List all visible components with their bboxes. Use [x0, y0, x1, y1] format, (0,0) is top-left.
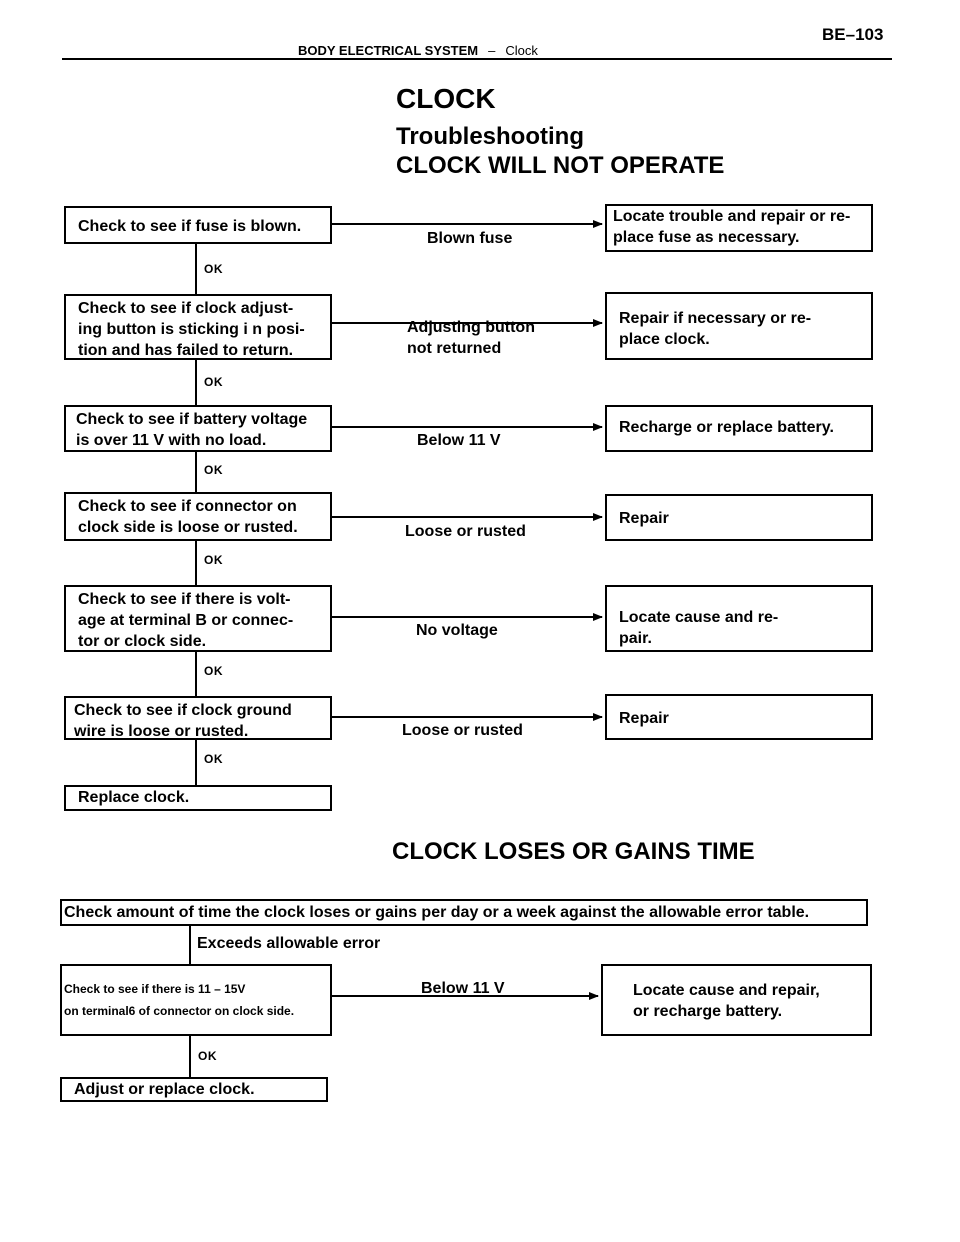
- condition-label-adjusting-button: Adjusting button not returned: [407, 319, 535, 357]
- ok-label: OK: [204, 463, 223, 477]
- check-box-ground-wire: Check to see if clock ground wire is loose or rusted.: [64, 696, 332, 740]
- condition-label-loose-rusted: Loose or rusted: [405, 523, 526, 540]
- action-box-recharge-battery: Recharge or replace battery.: [605, 405, 873, 452]
- condition-label-loose-rusted: Loose or rusted: [402, 722, 523, 739]
- page-title: CLOCK: [396, 83, 496, 114]
- action-box-locate-cause: Locate cause and re- pair.: [605, 585, 873, 652]
- check-box-battery-voltage: Check to see if battery voltage is over 11 V with no load.: [64, 405, 332, 452]
- condition-label-exceeds-error: Exceeds allowable error: [197, 935, 381, 952]
- action-box-replace-fuse: Locate trouble and repair or re- place fuse as necessary.: [605, 204, 873, 252]
- check-box-terminal-voltage: Check to see if there is volt- age at terminal B or connec- tor or clock side.: [64, 585, 332, 652]
- check-box-terminal6-voltage: Check to see if there is 11 – 15V on terminal6 of connector on clock side.: [60, 964, 332, 1036]
- condition-label-blown-fuse: Blown fuse: [427, 230, 513, 247]
- check-box-fuse: Check to see if fuse is blown.: [64, 206, 332, 244]
- check-box-adjust-button: Check to see if clock adjust- ing button is sticking i n posi- tion and has failed to return.: [64, 294, 332, 360]
- ok-label: OK: [204, 752, 223, 766]
- section-title-not-operate: CLOCK WILL NOT OPERATE: [396, 152, 725, 179]
- header-section: BODY ELECTRICAL SYSTEM: [298, 43, 479, 58]
- check-box-time-error: Check amount of time the clock loses or gains per day or a week against the allowable error table.: [60, 899, 868, 926]
- final-box-adjust-replace-clock: Adjust or replace clock.: [60, 1077, 328, 1102]
- ok-label: OK: [198, 1049, 217, 1063]
- ok-label: OK: [204, 664, 223, 678]
- ok-label: OK: [204, 375, 223, 389]
- action-box-repair-clock: Repair if necessary or re- place clock.: [605, 292, 873, 360]
- header-separator: –: [488, 43, 496, 58]
- final-box-replace-clock: Replace clock.: [64, 785, 332, 811]
- condition-label-below-11v: Below 11 V: [417, 432, 501, 449]
- subtitle-troubleshooting: Troubleshooting: [396, 123, 584, 150]
- condition-label-no-voltage: No voltage: [416, 622, 498, 639]
- page-number: BE–103: [822, 25, 884, 44]
- ok-label: OK: [204, 262, 223, 276]
- action-box-repair: Repair: [605, 494, 873, 541]
- section-title-loses-gains: CLOCK LOSES OR GAINS TIME: [392, 838, 755, 865]
- header-subsection: Clock: [505, 43, 538, 58]
- action-box-recharge-battery-2: Locate cause and repair, or recharge battery.: [601, 964, 872, 1036]
- ok-label: OK: [204, 553, 223, 567]
- action-box-repair-ground: Repair: [605, 694, 873, 740]
- condition-label-below-11v: Below 11 V: [421, 980, 505, 997]
- check-box-connector: Check to see if connector on clock side is loose or rusted.: [64, 492, 332, 541]
